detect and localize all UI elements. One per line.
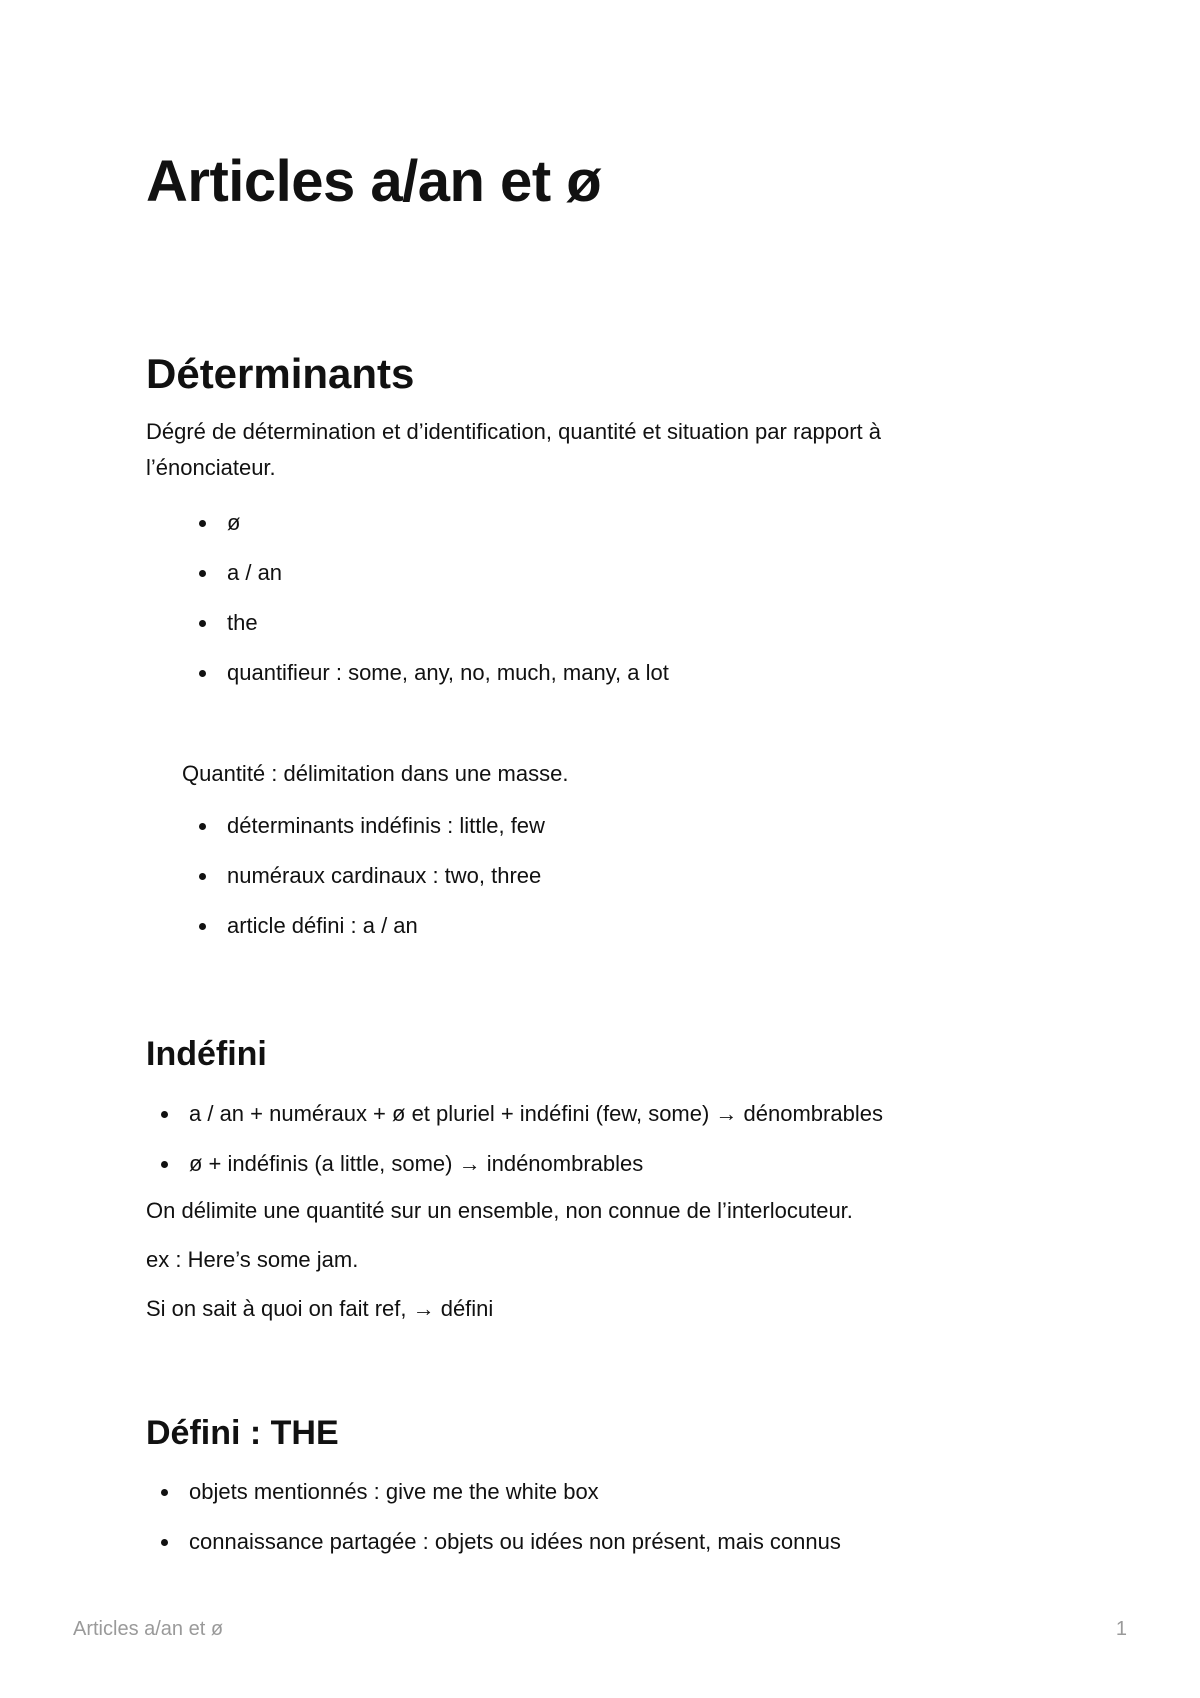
list-item: connaissance partagée : objets ou idées non présent, mais connus xyxy=(161,1528,841,1578)
list-item: a / an xyxy=(199,559,669,609)
list-item: ø + indéfinis (a little, some) → indénombrables xyxy=(161,1150,883,1200)
page-title: Articles a/an et ø xyxy=(146,149,602,214)
section-heading-indefini: Indéfini xyxy=(146,1035,267,1073)
determinants-list xyxy=(199,509,669,709)
paragraph: On délimite une quantité sur un ensemble, non connue de l’interlocuteur. xyxy=(146,1198,853,1223)
list-item: numéraux cardinaux : two, three xyxy=(199,862,545,912)
section-intro: Dégré de détermination et d’identification, quantité et situation par rapport à l’énonciateur. xyxy=(146,419,882,480)
list-item: a / an + numéraux + ø et pluriel + indéfini (few, some) → dénombrables xyxy=(161,1100,883,1150)
list-item: déterminants indéfinis : little, few xyxy=(199,812,545,862)
list-item: the xyxy=(199,609,669,659)
list-item: article défini : a / an xyxy=(199,912,545,962)
section-heading-defini: Défini : THE xyxy=(146,1414,339,1452)
list-item: ø xyxy=(199,509,669,559)
footer-title: Articles a/an et ø xyxy=(73,1618,224,1640)
page-number: 1 xyxy=(1115,1618,1127,1640)
list-item: quantifieur : some, any, no, much, many, a lot xyxy=(199,659,669,709)
list-item: objets mentionnés : give me the white box xyxy=(161,1478,841,1528)
quantity-note: Quantité : délimitation dans une masse. xyxy=(182,761,569,786)
defini-list xyxy=(161,1478,841,1578)
indefini-list xyxy=(161,1100,883,1200)
paragraph: Si on sait à quoi on fait ref, → défini xyxy=(146,1296,494,1321)
quantity-list xyxy=(199,812,545,962)
section-heading-determinants: Déterminants xyxy=(146,350,415,397)
example-paragraph: ex : Here’s some jam. xyxy=(146,1247,359,1272)
